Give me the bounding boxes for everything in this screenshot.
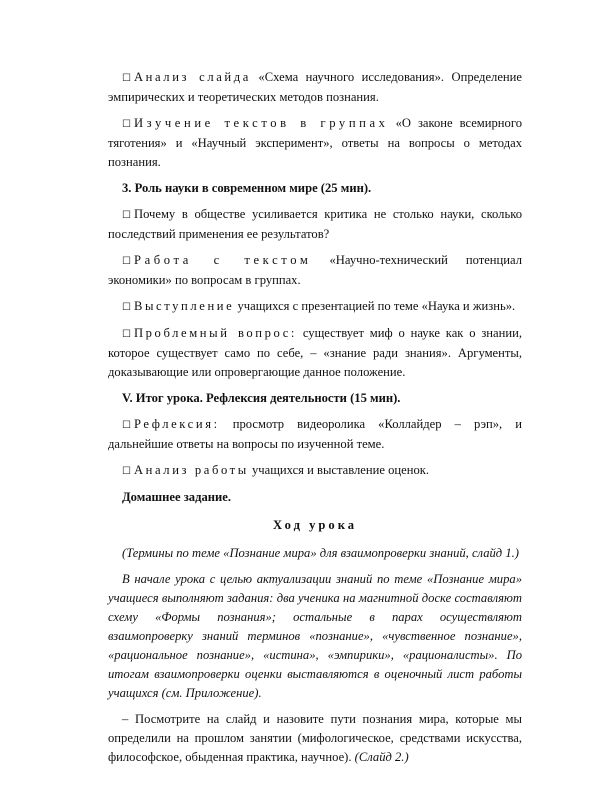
paragraph-text-work: ☐ Работа с текстом «Научно-технический потенциал экономики» по вопросам в группах. (108, 253, 523, 287)
checkbox-bullet-icon: ☐ (122, 256, 131, 267)
checkbox-bullet-icon: ☐ (122, 420, 131, 431)
paragraph-terms-note: (Термины по теме «Познание мира» для взаимопроверки знаний, слайд 1.) (122, 546, 519, 560)
paragraph-reflection: ☐ Рефлексия: просмотр видеоролика «Коллайдер – рэп», и дальнейшие ответы на вопросы по изученной теме. (108, 417, 522, 451)
paragraph-grading: ☐ Анализ работы учащихся и выставление оценок. (122, 463, 430, 477)
checkbox-bullet-icon: ☐ (122, 210, 131, 221)
paragraph-presentation: ☐ Выступление учащихся с презентацией по теме «Наука и жизнь». (122, 299, 516, 313)
paragraph-lesson-start: В начале урока с целью актуализации знаний по теме «Познание мира» учащиеся выполняют задания: два ученика на магнитной доске составляют схему «Формы познания»; остальные в парах осуществляют взаимопроверку знаний терминов «познание», «чувственное познание», «рациональное познание», «истина», «эмпирики», «рационалисты». По итогам взаимопроверки оценки выставляются в оценочный лист работы учащихся (см. Приложение). (108, 572, 522, 700)
paragraph-question: ☐ Почему в обществе усиливается критика не столько науки, сколько последствий применения ее результатов? (108, 207, 522, 241)
checkbox-bullet-icon: ☐ (122, 466, 131, 477)
checkbox-bullet-icon: ☐ (122, 302, 131, 313)
paragraph-slide-prompt: – Посмотрите на слайд и назовите пути познания мира, которые мы определили на прошлом занятии (мифологическое, средствами искусства, философское, обыденная практика, научное). (Слайд 2.) (108, 712, 522, 764)
paragraph-slide-analysis: ☐ Анализ слайда «Схема научного исследования». Определение эмпирических и теоретических методов познания. (108, 70, 522, 104)
paragraph-text-study: ☐ Изучение текстов в группах «О законе всемирного тяготения» и «Научный эксперимент», ответы на вопросы о методах познания. (108, 116, 522, 169)
checkbox-bullet-icon: ☐ (122, 73, 131, 84)
homework-heading: Домашнее задание. (122, 490, 232, 504)
checkbox-bullet-icon: ☐ (122, 119, 131, 130)
lesson-title: Ход урока (272, 518, 358, 532)
section-heading-summary: V. Итог урока. Рефлексия деятельности (15 мин). (122, 391, 401, 405)
paragraph-problem-question: ☐ Проблемный вопрос: существует миф о науке как о знании, которое существует само по себе, – «знание ради знания». Аргументы, доказывающие или опровергающие данное положение. (108, 326, 522, 379)
document-page (108, 68, 522, 774)
checkbox-bullet-icon: ☐ (122, 329, 131, 340)
section-heading-science-role: 3. Роль науки в современном мире (25 мин). (122, 181, 372, 195)
